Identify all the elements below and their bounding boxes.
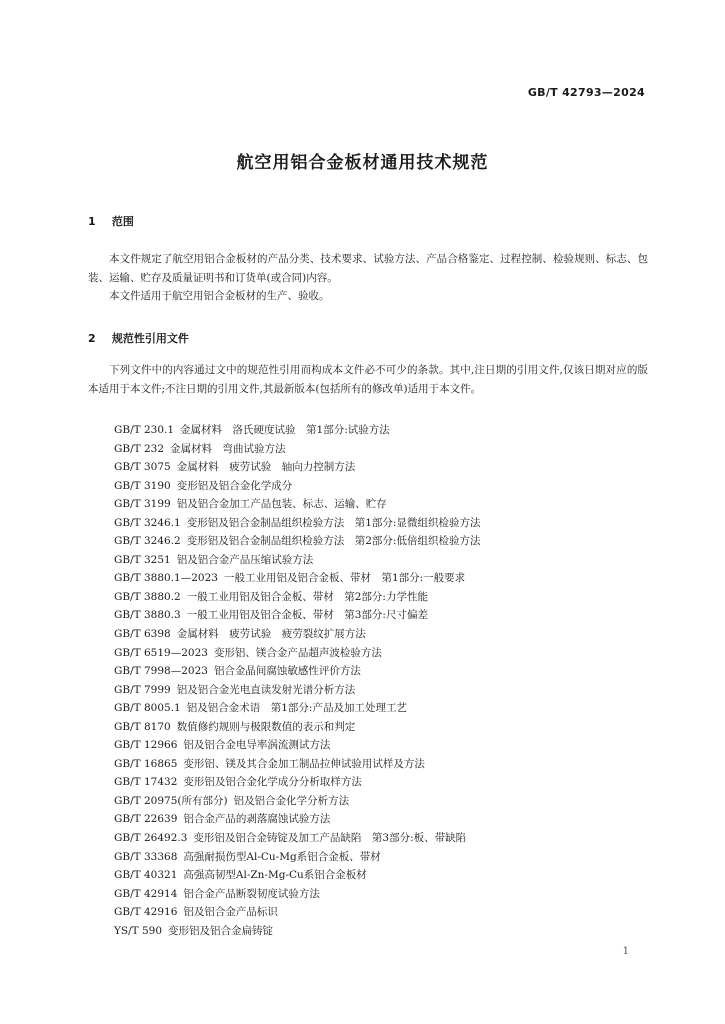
reference-item [114,903,480,922]
reference-code: GB/T 7999 [114,683,171,696]
reference-code: GB/T 6398 [114,628,171,641]
reference-title: 一般工业用铝及铝合金板、带材 第1部分:一般要求 [223,572,466,585]
scope-paragraph-2: 本文件适用于航空用铝合金板材的生产、验收。 [109,290,330,302]
reference-item [114,718,480,737]
reference-title: 数值修约规则与极限数值的表示和判定 [176,720,356,733]
reference-item [114,644,480,663]
reference-title: 高强高韧型Al-Zn-Mg-Cu系铝合金板材 [183,869,367,882]
reference-item [114,792,480,811]
reference-code: GB/T 8005.1 [114,702,181,715]
reference-code: GB/T 6519—2023 [114,646,208,659]
reference-item [114,569,480,588]
reference-item [114,773,480,792]
reference-item [114,848,480,867]
reference-item [114,421,480,440]
reference-code: GB/T 3075 [114,461,171,474]
reference-title: 铝及铝合金产品标识 [183,906,278,919]
reference-code: GB/T 22639 [114,813,178,826]
reference-item [114,699,480,718]
section-number: 2 [88,332,96,345]
reference-item [114,551,480,570]
reference-item [114,458,480,477]
reference-item [114,477,480,496]
reference-code: GB/T 12966 [114,739,178,752]
page-number: 1 [622,946,629,957]
reference-code: GB/T 8170 [114,720,171,733]
reference-title: 变形铝及铝合金制品组织检验方法 第2部分:低倍组织检验方法 [186,535,481,548]
reference-code: YS/T 590 [114,924,163,937]
reference-title: 铝合金产品的剥落腐蚀试验方法 [183,813,331,826]
reference-code: GB/T 42914 [114,887,178,900]
reference-item [114,681,480,700]
reference-title: 一般工业用铝及铝合金板、带材 第2部分:力学性能 [186,590,428,603]
reference-code: GB/T 33368 [114,850,178,863]
section-heading-scope [88,213,134,229]
scope-paragraph-1: 本文件规定了航空用铝合金板材的产品分类、技术要求、试验方法、产品合格鉴定、过程控制、检验规则、标志、包装、运输、贮存及质量证明书和订货单(或合同)内容。 [88,253,648,284]
reference-code: GB/T 26492.3 [114,832,188,845]
reference-item [114,662,480,681]
reference-item [114,440,480,459]
reference-item [114,606,480,625]
reference-item [114,755,480,774]
reference-code: GB/T 16865 [114,757,178,770]
reference-code: GB/T 42916 [114,906,178,919]
reference-code: GB/T 232 [114,442,165,455]
reference-item [114,532,480,551]
reference-item [114,866,480,885]
reference-title: 铝及铝合金光电直读发射光谱分析方法 [176,683,356,696]
reference-code: GB/T 20975(所有部分) [114,794,228,807]
reference-item [114,829,480,848]
reference-code: GB/T 40321 [114,869,178,882]
reference-title: 铝及铝合金产品压缩试验方法 [176,553,314,566]
section-number: 1 [88,215,96,228]
reference-title: 金属材料 弯曲试验方法 [170,442,286,455]
reference-item [114,810,480,829]
reference-title: 高强耐损伤型Al-Cu-Mg系铝合金板、带材 [183,850,381,863]
reference-code: GB/T 3190 [114,479,171,492]
reference-title: 金属材料 疲劳试验 疲劳裂纹扩展方法 [176,628,366,641]
reference-code: GB/T 3251 [114,553,171,566]
reference-code: GB/T 230.1 [114,424,175,436]
reference-title: 铝合金产品断裂韧度试验方法 [183,887,320,900]
reference-item [114,588,480,607]
references-intro-paragraph: 下列文件中的内容通过文中的规范性引用而构成本文件必不可少的条款。其中,注日期的引用文件,仅该日期对应的版本适用于本文件;不注日期的引用文件,其最新版本(包括所有的修改单)适用于本文件。 [88,364,648,395]
reference-code: GB/T 3246.1 [114,516,181,529]
reference-item [114,625,480,644]
reference-title: 变形铝及铝合金化学成分 [176,479,293,492]
reference-title: 铝合金晶间腐蚀敏感性评价方法 [213,665,361,678]
reference-title: 一般工业用铝及铝合金板、带材 第3部分:尺寸偏差 [186,609,428,622]
section-heading-normative-references [88,330,189,346]
reference-code: GB/T 3246.2 [114,535,181,548]
reference-item [114,495,480,514]
reference-title: 变形铝、镁及其合金加工制品拉伸试验用试样及方法 [183,757,425,770]
section-title: 规范性引用文件 [111,332,189,345]
reference-item [114,885,480,904]
standard-number: GB/T 42793—2024 [527,86,645,99]
reference-title: 变形铝、镁合金产品超声波检验方法 [213,646,382,659]
reference-title: 变形铝及铝合金化学成分分析取样方法 [183,776,362,789]
reference-title: 变形铝及铝合金铸锭及加工产品缺陷 第3部分:板、带缺陷 [193,832,467,845]
reference-title: 铝及铝合金术语 第1部分:产品及加工处理工艺 [186,702,407,715]
reference-title: 金属材料 洛氏硬度试验 第1部分:试验方法 [180,424,390,436]
reference-code: GB/T 3880.1—2023 [114,572,218,585]
reference-item [114,736,480,755]
reference-code: GB/T 7998—2023 [114,665,208,678]
document-title: 航空用铝合金板材通用技术规范 [236,153,489,173]
reference-item [114,514,480,533]
reference-title: 变形铝及铝合金扁铸锭 [168,924,274,937]
reference-title: 金属材料 疲劳试验 轴向力控制方法 [176,461,356,474]
reference-code: GB/T 3880.2 [114,590,181,603]
reference-title: 变形铝及铝合金制品组织检验方法 第1部分:显微组织检验方法 [186,516,481,529]
reference-title: 铝及铝合金加工产品包装、标志、运输、贮存 [176,498,387,511]
reference-title: 铝及铝合金化学分析方法 [233,794,350,807]
reference-code: GB/T 3199 [114,498,171,511]
reference-code: GB/T 3880.3 [114,609,181,622]
section-title: 范围 [111,215,134,228]
reference-title: 铝及铝合金电导率涡流测试方法 [183,739,331,752]
reference-list [114,421,480,940]
reference-code: GB/T 17432 [114,776,178,789]
reference-item [114,922,480,941]
